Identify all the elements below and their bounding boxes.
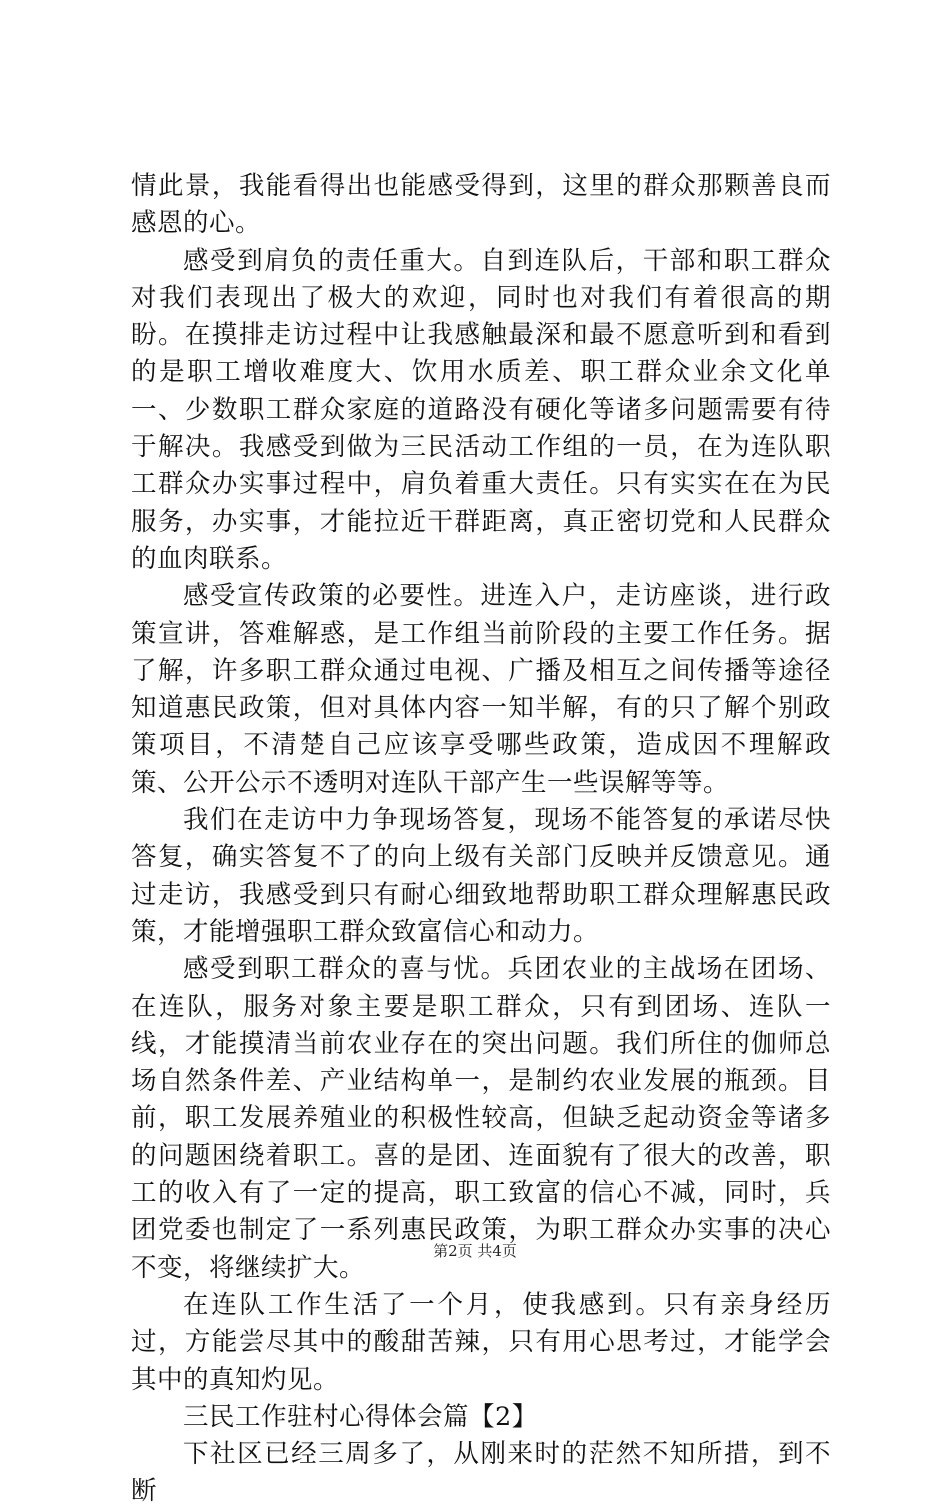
paragraph-visit-replies: 我们在走访中力争现场答复，现场不能答复的承诺尽快答复，确实答复不了的向上级有关部门反映并反馈意见。通过走访，我感受到只有耐心细致地帮助职工群众理解惠民政策，才能增强职工群众致富信心和动力。 [131, 805, 831, 947]
paragraph-policy-publicity: 感受宣传政策的必要性。进连入户，走访座谈，进行政策宣讲，答难解惑，是工作组当前阶段的主要工作任务。据了解，许多职工群众通过电视、广播及相互之间传播等途径知道惠民政策，但对具体内容一知半解，有的只了解个别政策项目，不清楚自己应该享受哪些政策，造成因不理解政策、公开公示不透明对连队干部产生一些误解等等。 [131, 581, 831, 798]
paragraph-joys-worries: 感受到职工群众的喜与忧。兵团农业的主战场在团场、在连队，服务对象主要是职工群众，只有到团场、连队一线，才能摸清当前农业存在的突出问题。我们所住的伽师总场自然条件差、产业结构单一，是制约农业发展的瓶颈。目前，职工发展养殖业的积极性较高，但缺乏起动资金等诸多的问题困绕着职工。喜的是团、连面貌有了很大的改善，职工的收入有了一定的提高，职工致富的信心不减，同时，兵团党委也制定了一系列惠民政策，为职工群众办实事的决心不变，将继续扩大。 [131, 954, 831, 1283]
document-body [131, 168, 831, 1511]
paragraph-continuation: 情此景，我能看得出也能感受得到，这里的群众那颗善良而感恩的心。 [131, 171, 831, 239]
paragraph-responsibility: 感受到肩负的责任重大。自到连队后，干部和职工群众对我们表现出了极大的欢迎，同时也对我们有着很高的期盼。在摸排走访过程中让我感触最深和最不愿意听到和看到的是职工增收难度大、饮用水质差、职工群众业余文化单一、少数职工群众家庭的道路没有硬化等诸多问题需要有待于解决。我感受到做为三民活动工作组的一员，在为连队职工群众办实事过程中，肩负着重大责任。只有实实在在为民服务，办实事，才能拉近干群距离，真正密切党和人民群众的血肉联系。 [131, 245, 831, 574]
paragraph-conclusion: 在连队工作生活了一个月，使我感到。只有亲身经历过，方能尝尽其中的酸甜苦辣，只有用心思考过，才能学会其中的真知灼见。 [131, 1289, 831, 1395]
page-footer: 第2页 共4页 [433, 1242, 517, 1260]
section-heading: 三民工作驻村心得体会篇【2】 [183, 1401, 538, 1432]
paragraph-section-two-start: 下社区已经三周多了，从刚来时的茫然不知所措，到不断 [131, 1439, 831, 1507]
